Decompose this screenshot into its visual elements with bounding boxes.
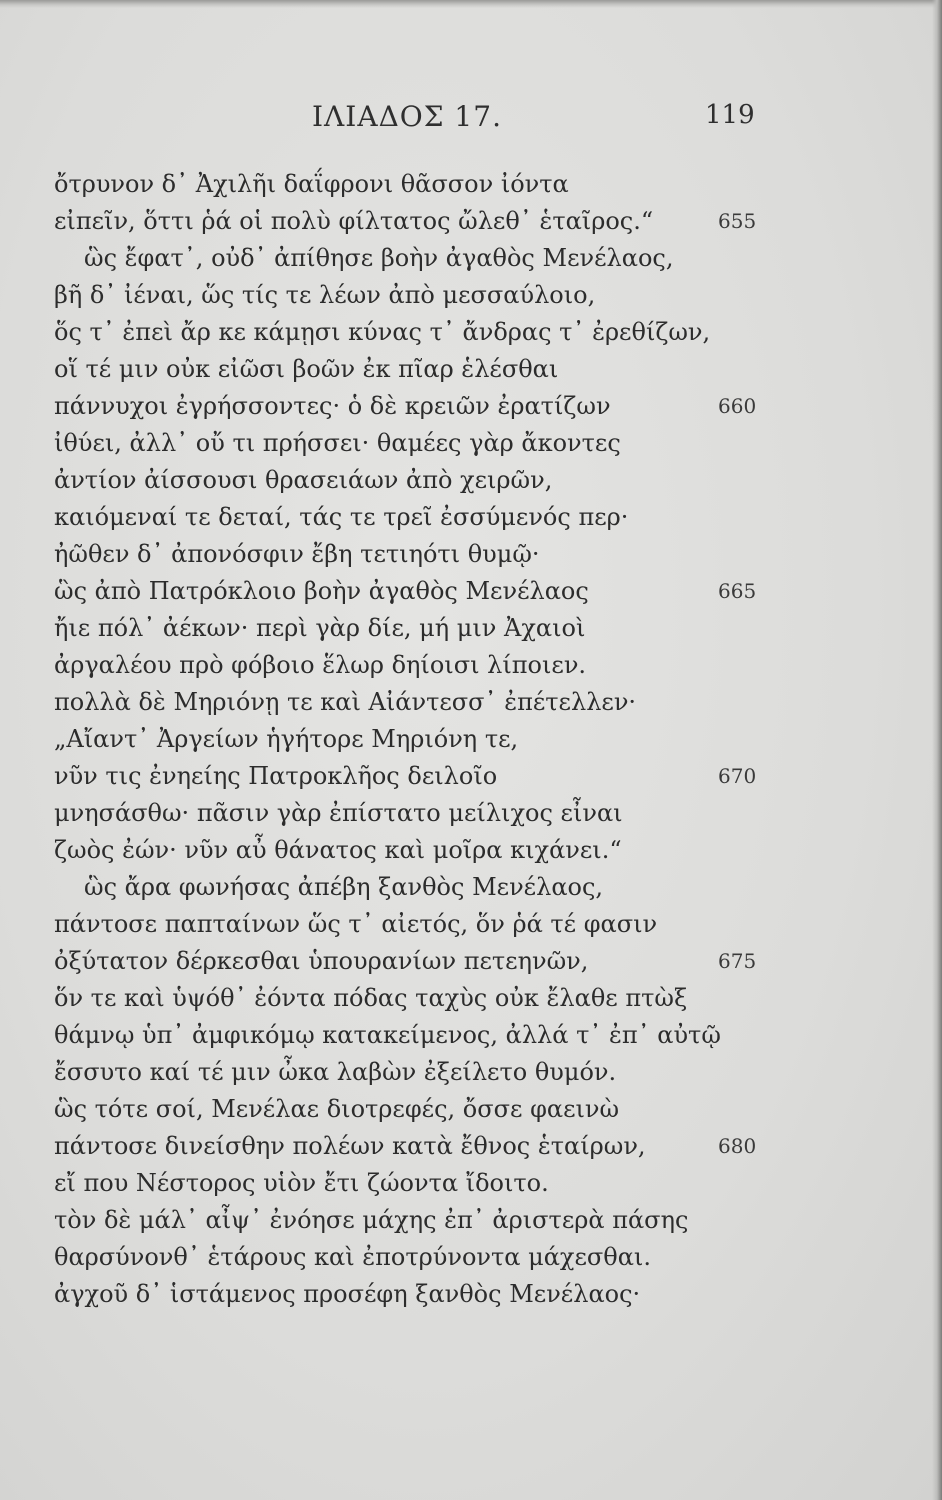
verse-line <box>0 1280 942 1320</box>
verse-text: ζωὸς ἐών· νῦν αὖ θάνατος καὶ μοῖρα κιχάνει.“ <box>54 836 622 864</box>
verse-text: ὅν τε καὶ ὑψόθ᾽ ἐόντα πόδας ταχὺς οὐκ ἔλαθε πτὼξ <box>54 984 688 1012</box>
verse-text: θάμνῳ ὑπ᾽ ἀμφικόμῳ κατακείμενος, ἀλλά τ᾽ ἐπ᾽ αὐτῷ <box>54 1021 721 1049</box>
verse-line <box>0 503 942 543</box>
verse-text: ὄτρυνον δ᾽ Ἀχιλῆι δαΐφρονι θᾶσσον ἰόντα <box>54 170 569 198</box>
verse-text: ἤιε πόλ᾽ ἀέκων· περὶ γὰρ δίε, μή μιν Ἀχαιοὶ <box>54 614 586 642</box>
running-title: ΙΛΙΑΔΟΣ 17. <box>312 100 502 133</box>
verse-line <box>0 1169 942 1209</box>
verse-text: πάννυχοι ἐγρήσσοντες· ὁ δὲ κρειῶν ἐρατίζων <box>54 392 611 420</box>
line-number: 670 <box>718 764 757 788</box>
line-number: 655 <box>718 209 757 233</box>
verse-line <box>0 910 942 950</box>
verse-line <box>0 947 942 987</box>
verse-text: ἀντίον ἀίσσουσι θρασειάων ἀπὸ χειρῶν, <box>54 466 553 494</box>
verse-text: πολλὰ δὲ Μηριόνῃ τε καὶ Αἰάντεσσ᾽ ἐπέτελλεν· <box>54 688 637 716</box>
verse-text: ἰθύει, ἀλλ᾽ οὔ τι πρήσσει· θαμέες γὰρ ἄκοντες <box>54 429 621 457</box>
verse-text: εἴ που Νέστορος υἱὸν ἔτι ζώοντα ἴδοιτο. <box>54 1169 549 1197</box>
line-number: 665 <box>718 579 757 603</box>
verse-line <box>0 392 942 432</box>
verse-line <box>0 873 942 913</box>
verse-line <box>0 1243 942 1283</box>
verse-line <box>0 466 942 506</box>
verse-line <box>0 984 942 1024</box>
verse-line <box>0 281 942 321</box>
verse-line <box>0 836 942 876</box>
verse-text: ὣς ἔφατ᾽, οὐδ᾽ ἀπίθησε βοὴν ἀγαθὸς Μενέλαος, <box>84 244 674 272</box>
line-number: 680 <box>718 1134 757 1158</box>
verse-text: ὣς ἀπὸ Πατρόκλοιο βοὴν ἀγαθὸς Μενέλαος <box>54 577 589 605</box>
verse-line <box>0 318 942 358</box>
verse-text: ἀγχοῦ δ᾽ ἱστάμενος προσέφη ξανθὸς Μενέλαος· <box>54 1280 641 1308</box>
line-number: 675 <box>718 949 757 973</box>
verse-line <box>0 799 942 839</box>
verse-line <box>0 1206 942 1246</box>
verse-text: „Αἴαντ᾽ Ἀργείων ἡγήτορε Μηριόνη τε, <box>54 725 519 753</box>
verse-line <box>0 244 942 284</box>
verse-line <box>0 1058 942 1098</box>
verse-text: εἰπεῖν, ὅττι ῥά οἱ πολὺ φίλτατος ὤλεθ᾽ ἑταῖρος.“ <box>54 207 654 235</box>
verse-line <box>0 651 942 691</box>
verse-text: ἠῶθεν δ᾽ ἀπονόσφιν ἔβη τετιηότι θυμῷ· <box>54 540 540 568</box>
running-head <box>0 100 942 140</box>
page-top-shadow <box>0 0 942 8</box>
verse-text: ὅς τ᾽ ἐπεὶ ἄρ κε κάμῃσι κύνας τ᾽ ἄνδρας τ᾽ ἐρεθίζων, <box>54 318 711 346</box>
verse-text: καιόμεναί τε δεταί, τάς τε τρεῖ ἐσσύμενός περ· <box>54 503 629 531</box>
verse-line <box>0 1095 942 1135</box>
verse-line <box>0 207 942 247</box>
verse-text: τὸν δὲ μάλ᾽ αἶψ᾽ ἐνόησε μάχης ἐπ᾽ ἀριστερὰ πάσης <box>54 1206 689 1234</box>
verse-text: ἀργαλέου πρὸ φόβοιο ἕλωρ δηίοισι λίποιεν. <box>54 651 587 679</box>
verse-line <box>0 540 942 580</box>
verse-line <box>0 577 942 617</box>
verse-text: βῆ δ᾽ ἰέναι, ὥς τίς τε λέων ἀπὸ μεσσαύλοιο, <box>54 281 596 309</box>
verse-text: πάντοσε δινείσθην πολέων κατὰ ἔθνος ἑταίρων, <box>54 1132 646 1160</box>
verse-text: ὣς ἄρα φωνήσας ἀπέβη ξανθὸς Μενέλαος, <box>84 873 604 901</box>
line-number: 660 <box>718 394 757 418</box>
verse-text: ὀξύτατον δέρκεσθαι ὑπουρανίων πετεηνῶν, <box>54 947 589 975</box>
verse-line <box>0 1021 942 1061</box>
verse-line <box>0 1132 942 1172</box>
verse-text: πάντοσε παπταίνων ὥς τ᾽ αἰετός, ὅν ῥά τέ φασιν <box>54 910 658 938</box>
verse-line <box>0 355 942 395</box>
verse-text: οἵ τέ μιν οὐκ εἰῶσι βοῶν ἐκ πῖαρ ἑλέσθαι <box>54 355 559 383</box>
verse-text: ὣς τότε σοί, Μενέλαε διοτρεφές, ὄσσε φαεινὼ <box>54 1095 620 1123</box>
verse-line <box>0 170 942 210</box>
verse-text: μνησάσθω· πᾶσιν γὰρ ἐπίστατο μείλιχος εἶναι <box>54 799 623 827</box>
verse-text: θαρσύνονθ᾽ ἑτάρους καὶ ἐποτρύνοντα μάχεσθαι. <box>54 1243 651 1271</box>
verse-line <box>0 725 942 765</box>
verse-line <box>0 429 942 469</box>
verse-line <box>0 614 942 654</box>
verse-line <box>0 688 942 728</box>
verse-text: νῦν τις ἐνηείης Πατροκλῆος δειλοῖο <box>54 762 498 790</box>
verse-line <box>0 762 942 802</box>
verse-text: ἔσσυτο καί τέ μιν ὦκα λαβὼν ἐξείλετο θυμόν. <box>54 1058 617 1086</box>
page-number: 119 <box>705 100 755 130</box>
